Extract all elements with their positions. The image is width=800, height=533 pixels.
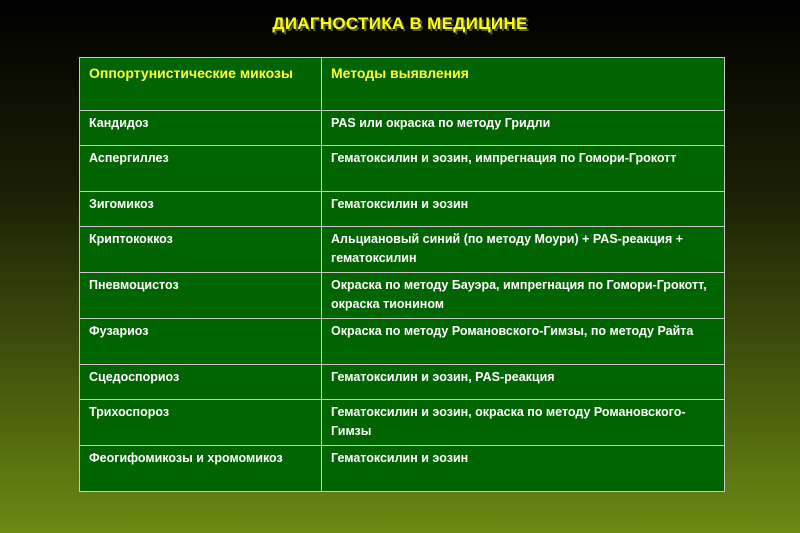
method-cell: Альциановый синий (по методу Моури) + PAS-реакция + гематоксилин [322,227,725,273]
page-title: ДИАГНОСТИКА В МЕДИЦИНЕ [272,14,528,33]
method-cell: Гематоксилин и эозин [322,446,725,492]
mycosis-cell: Аспергиллез [80,146,322,192]
table-header-row [80,58,725,111]
table-row [80,146,725,192]
table-row [80,227,725,273]
method-cell: Гематоксилин и эозин, импрегнация по Гомори-Грокотт [322,146,725,192]
header-methods: Методы выявления [322,58,725,111]
method-cell: PAS или окраска по методу Гридли [322,111,725,146]
mycosis-cell: Кандидоз [80,111,322,146]
table-row [80,365,725,400]
mycosis-cell: Зигомикоз [80,192,322,227]
mycosis-cell: Сцедоспориоз [80,365,322,400]
table-row [80,400,725,446]
mycosis-cell: Пневмоцистоз [80,273,322,319]
mycosis-cell: Криптококкоз [80,227,322,273]
method-cell: Гематоксилин и эозин, окраска по методу Романовского-Гимзы [322,400,725,446]
table-row [80,319,725,365]
diagnostics-table [79,57,725,492]
table-row [80,111,725,146]
table-row [80,273,725,319]
method-cell: Окраска по методу Бауэра, импрегнация по Гомори-Грокотт, окраска тионином [322,273,725,319]
table-row [80,192,725,227]
mycosis-cell: Трихоспороз [80,400,322,446]
method-cell: Гематоксилин и эозин, PAS-реакция [322,365,725,400]
mycosis-cell: Фузариоз [80,319,322,365]
header-mycoses: Оппортунистические микозы [80,58,322,111]
mycosis-cell: Феогифомикозы и хромомикоз [80,446,322,492]
table-row [80,446,725,492]
method-cell: Гематоксилин и эозин [322,192,725,227]
method-cell: Окраска по методу Романовского-Гимзы, по методу Райта [322,319,725,365]
